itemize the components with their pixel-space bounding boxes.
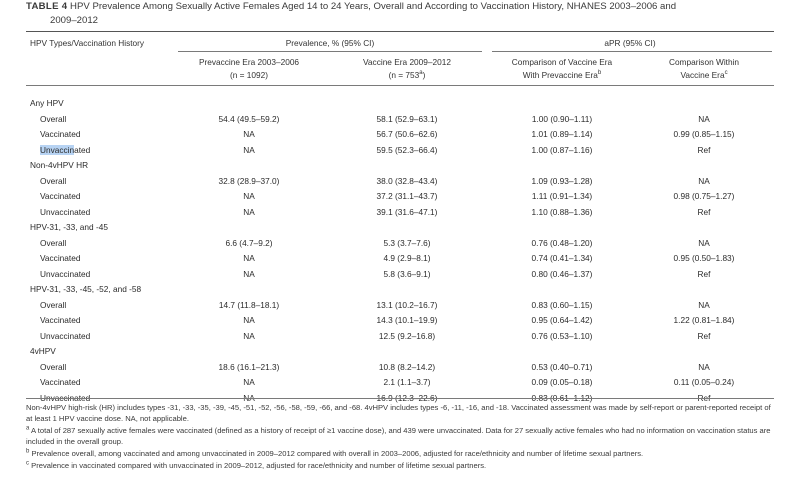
table-cell: 1.09 (0.93–1.28) — [531, 175, 593, 186]
row-label: Vaccinated — [40, 377, 81, 387]
table-cell: NA — [243, 315, 255, 325]
table-cell: 1.00 (0.87–1.16) — [531, 144, 593, 155]
table-title — [26, 0, 791, 28]
row-label: Vaccinated — [40, 253, 81, 263]
apr-span-rule — [492, 51, 772, 52]
row-label: Unvaccinated — [40, 206, 91, 217]
header-comparison-eras: Comparison of Vaccine Era — [511, 57, 613, 67]
table-cell: 5.3 (3.7–7.6) — [383, 237, 431, 248]
table-cell: 10.8 (8.2–14.2) — [378, 361, 436, 372]
table-cell: 39.1 (31.6–47.1) — [376, 206, 438, 217]
table-cell: NA — [698, 175, 710, 186]
table-cell: 5.8 (3.6–9.1) — [383, 268, 431, 279]
table-cell: 0.76 (0.53–1.10) — [531, 330, 593, 341]
table-cell: 1.01 (0.89–1.14) — [531, 129, 593, 139]
table-cell: 6.6 (4.7–9.2) — [225, 237, 273, 248]
table-cell: Ref — [697, 268, 711, 279]
table-cell: 0.80 (0.46–1.37) — [531, 268, 593, 279]
table-notes — [26, 402, 776, 471]
table-cell: NA — [243, 330, 255, 341]
header-prevaccine-n: (n = 1092) — [229, 70, 269, 80]
table-cell: NA — [698, 299, 710, 310]
table-cell: 0.98 (0.75–1.27) — [673, 191, 735, 201]
header-vaccine-n: $(n = 753^a)$ — [388, 70, 426, 80]
table-cell: 0.11 (0.05–0.24) — [673, 377, 735, 387]
table-cell: 56.7 (50.6–62.6) — [376, 129, 438, 139]
table-cell: 32.8 (28.9–37.0) — [218, 175, 280, 186]
top-rule — [26, 31, 774, 32]
row-label: Overall — [40, 113, 67, 124]
table-cell: NA — [243, 144, 255, 155]
row-label: Unvaccinated — [40, 330, 91, 341]
table-cell: 0.74 (0.41–1.34) — [531, 253, 593, 263]
table-cell: Ref — [697, 330, 711, 341]
table-cell: 4.9 (2.9–8.1) — [383, 253, 431, 263]
table-cell: 0.99 (0.85–1.15) — [673, 129, 735, 139]
row-group-label: Non-4vHPV HR — [30, 160, 89, 170]
table-cell: NA — [243, 129, 255, 139]
row-group-label: 4vHPV — [30, 346, 56, 356]
prevalence-span-rule — [178, 51, 482, 52]
table-cell: NA — [698, 237, 710, 248]
note-c: $^c$ Prevalence in vaccinated compared with unvaccinated in 2009–2012, adjusted for race/ethnicity and number of lifetime sexual partners. — [26, 459, 487, 470]
table-cell: NA — [698, 113, 710, 124]
row-label: Overall — [40, 299, 67, 310]
table-cell: 0.95 (0.50–1.83) — [673, 253, 735, 263]
table-cell: 0.53 (0.40–0.71) — [531, 361, 593, 372]
note-b: $^b$ Prevalence overall, among vaccinated and among unvaccinated in 2009–2012 compared with overall in 2003–2006, adjusted for race/ethnicity and number of lifetime sexual partners. — [26, 448, 644, 458]
row-label: Unvaccinated — [40, 144, 91, 155]
table-cell: 13.1 (10.2–16.7) — [376, 299, 438, 310]
header-rule — [26, 85, 774, 86]
row-group-label: Any HPV — [30, 98, 64, 108]
row-label: Vaccinated — [40, 129, 81, 139]
row-label: Overall — [40, 237, 67, 248]
table-cell: NA — [243, 377, 255, 387]
row-label: Overall — [40, 175, 67, 186]
row-label: Vaccinated — [40, 315, 81, 325]
header-apr: aPR (95% CI) — [604, 38, 656, 48]
header-prevalence: Prevalence, % (95% CI) — [285, 38, 375, 48]
table-title-text: HPV Prevalence Among Sexually Active Females Aged 14 to 24 Years, Overall and According to Vaccination History, NHANES 2003–2006 and — [70, 1, 677, 12]
table-label: TABLE 4 — [26, 1, 68, 12]
table-cell: 38.0 (32.8–43.4) — [376, 175, 438, 186]
table-cell: 59.5 (52.3–66.4) — [376, 144, 438, 155]
table-cell: 14.3 (10.1–19.9) — [376, 315, 438, 325]
row-label: Unvaccinated — [40, 268, 91, 279]
table-cell: NA — [243, 268, 255, 279]
row-group-label: HPV-31, -33, and -45 — [30, 222, 108, 232]
table-cell: NA — [698, 361, 710, 372]
table-cell: 0.76 (0.48–1.20) — [531, 237, 593, 248]
bottom-rule — [26, 398, 774, 399]
table-cell: 14.7 (11.8–18.1) — [218, 299, 280, 310]
table-cell: 37.2 (31.1–43.7) — [376, 191, 438, 201]
table-title-text-cont: 2009–2012 — [50, 15, 99, 26]
table-cell: 1.00 (0.90–1.11) — [531, 113, 593, 124]
table-cell: 54.4 (49.5–59.2) — [218, 113, 280, 124]
table-cell: 1.10 (0.88–1.36) — [531, 206, 593, 217]
header-vaccine-era: Vaccine Era 2009–2012 — [363, 57, 451, 67]
table-cell: Ref — [697, 206, 711, 217]
header-comparison-within: Comparison Within — [668, 57, 740, 67]
table-cell: NA — [243, 206, 255, 217]
row-label: Vaccinated — [40, 191, 81, 201]
row-group-label: HPV-31, -33, -45, -52, and -58 — [30, 284, 142, 294]
table-cell: NA — [243, 191, 255, 201]
text-selection-highlight: Unvaccin — [40, 144, 75, 155]
table-cell: 1.22 (0.81–1.84) — [673, 315, 735, 325]
table-cell: 1.11 (0.91–1.34) — [531, 191, 593, 201]
header-hpv-types: HPV Types/Vaccination History — [30, 38, 145, 48]
table-cell: 12.5 (9.2–16.8) — [378, 330, 436, 341]
table-cell: 0.09 (0.05–0.18) — [531, 377, 593, 387]
row-label: Overall — [40, 361, 67, 372]
table-cell: 0.83 (0.60–1.15) — [531, 299, 593, 310]
table-cell: NA — [243, 253, 255, 263]
table-cell: 58.1 (52.9–63.1) — [376, 113, 438, 124]
note-a: $^a$ A total of 287 sexually active females were vaccinated (defined as a history of receipt of ≥1 vaccine dose), and 439 were unvaccinated. Data for 27 sexually active females who had no information on vaccination status are included in the overall group. — [26, 425, 771, 447]
table-cell: 0.95 (0.64–1.42) — [531, 315, 593, 325]
header-comparison-within-2: Vaccine Era$^c$ — [680, 70, 728, 80]
note-general: Non-4vHPV high-risk (HR) includes types -31, -33, -35, -39, -45, -51, -52, -56, -58, -59, -66, and -68. 4vHPV includes types -6, -11, -16, and -18. Vaccinated assessment was made by self-report or parent-reported receipt of at least 1 HPV vaccine dose. NA, not applicable. — [26, 403, 771, 424]
header-comparison-eras-2: With Prevaccine Era$^b$ — [522, 70, 602, 80]
header-prevaccine-era: Prevaccine Era 2003–2006 — [198, 57, 300, 67]
table-cell: Ref — [697, 144, 711, 155]
table-cell: 2.1 (1.1–3.7) — [383, 377, 431, 387]
table-cell: 18.6 (16.1–21.3) — [218, 361, 280, 372]
